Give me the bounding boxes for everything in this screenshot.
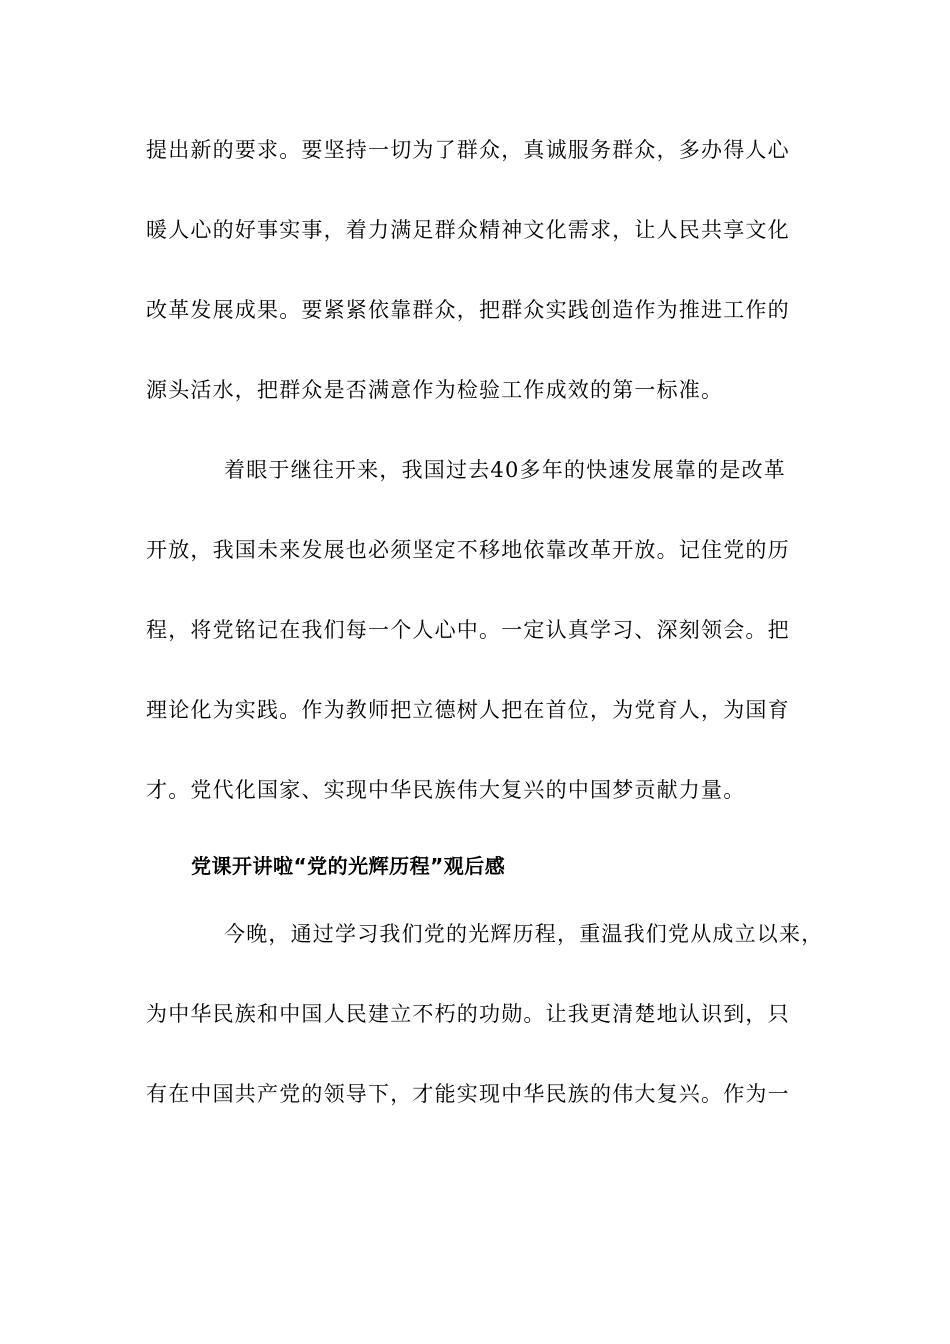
section-heading: 党课开讲啦“党的光辉历程”观后感	[191, 854, 506, 878]
paragraph-line: 改革发展成果。要紧紧依靠群众，把群众实践创造作为推进工作的	[146, 298, 790, 322]
paragraph-line: 开放，我国未来发展也必须坚定不移地依靠改革开放。记住党的历	[146, 538, 790, 562]
paragraph-line: 理论化为实践。作为教师把立德树人把在首位，为党育人，为国育	[146, 698, 790, 722]
paragraph-line: 提出新的要求。要坚持一切为了群众，真诚服务群众，多办得人心	[146, 138, 790, 162]
paragraph-line: 为中华民族和中国人民建立不朽的功勋。让我更清楚地认识到，只	[146, 1002, 790, 1026]
paragraph-line: 源头活水，把群众是否满意作为检验工作成效的第一标准。	[146, 378, 724, 402]
paragraph-line: 才。党代化国家、实现中华民族伟大复兴的中国梦贡献力量。	[146, 778, 746, 802]
paragraph-line: 暖人心的好事实事，着力满足群众精神文化需求，让人民共享文化	[146, 218, 790, 242]
paragraph-line: 有在中国共产党的领导下，才能实现中华民族的伟大复兴。作为一	[146, 1082, 790, 1106]
paragraph-line: 程，将党铭记在我们每一个人心中。一定认真学习、深刻领会。把	[146, 618, 790, 642]
paragraph-line: 着眼于继往开来，我国过去40多年的快速发展靠的是改革	[224, 458, 786, 482]
paragraph-line: 今晚，通过学习我们党的光辉历程，重温我们党从成立以来，	[224, 922, 824, 946]
